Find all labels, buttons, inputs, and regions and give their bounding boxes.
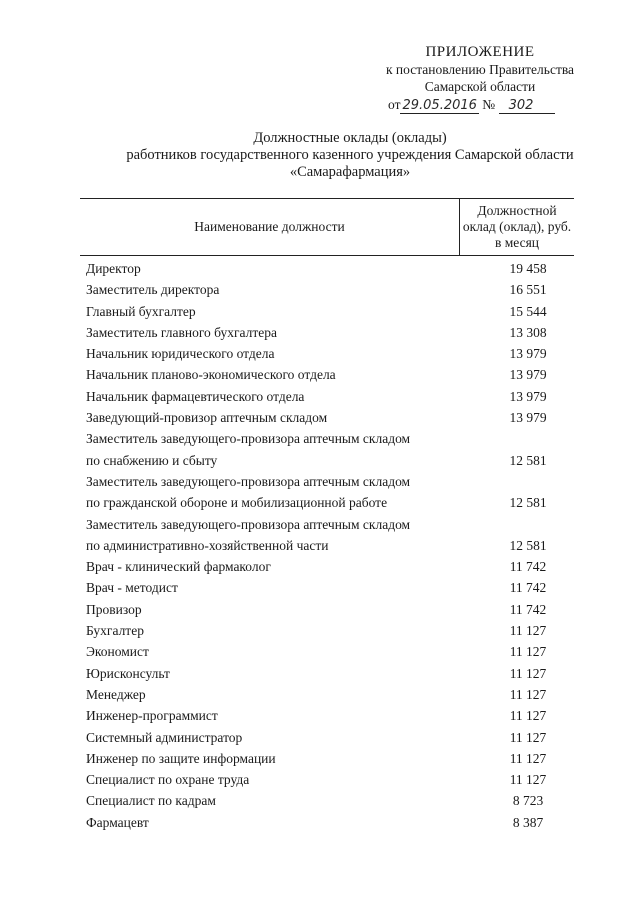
salary-value: 12 581 [509,537,547,553]
position-name: Заместитель заведующего-провизора аптечным складом по снабжению и сбыту [86,431,411,468]
title-line-2: работников государственного казенного учреждения Самарской области [126,147,574,163]
title-line-1: Должностные оклады (оклады) [253,130,447,146]
position-name: Инженер по защите информации [86,750,276,766]
salary-value: 8 387 [512,814,544,830]
appendix-line-2: Самарской области [424,79,536,94]
table-row [86,790,572,811]
salary-value: 13 979 [509,346,547,362]
table-row [86,705,572,726]
position-name: Врач - методист [86,580,178,596]
salary-value: 11 127 [509,708,547,724]
salary-value: 11 127 [509,665,547,681]
salary-table-body [86,258,572,833]
table-row [86,727,572,748]
salary-value: 13 979 [509,388,547,404]
resolution-date: 29.05.2016 [402,98,477,113]
position-name: Начальник фармацевтического отдела [86,388,305,404]
table-header [80,198,574,256]
salary-value: 15 544 [509,303,547,319]
header-salary: Должностной оклад (оклад), руб. в месяц [459,199,574,255]
table-row [86,641,572,662]
table-row [86,428,572,471]
table-row [86,258,572,279]
salary-value: 11 127 [509,623,547,639]
table-row [86,769,572,790]
table-row [86,748,572,769]
position-name: Врач - клинический фармаколог [86,559,271,575]
salary-value: 11 742 [509,559,547,575]
position-name: Специалист по охране труда [86,772,250,788]
salary-value: 13 979 [509,367,547,383]
position-name: Инженер-программист [86,708,218,724]
table-row [86,343,572,364]
position-name: Начальник планово-экономического отдела [86,367,336,383]
table-row [86,556,572,577]
table-row [86,301,572,322]
number-prefix: № [482,97,496,112]
appendix-line-1: к постановлению Правительства [385,62,575,77]
header-position-name: Наименование должности [194,219,345,234]
salary-value: 12 581 [509,495,547,511]
table-row [86,812,572,833]
salary-value: 8 723 [512,793,544,809]
position-name: Директор [86,261,141,276]
table-row [86,407,572,428]
position-name: Заместитель заведующего-провизора аптечным складом по гражданской обороне и мобилизационной работе [86,473,411,511]
salary-value: 11 127 [509,686,547,702]
position-name: Заместитель главного бухгалтера [86,324,278,340]
appendix-block [360,44,600,95]
date-prefix: от [388,97,401,112]
position-name: Экономист [86,644,149,660]
document-title [60,130,640,181]
position-name: Заведующий-провизор аптечным складом [86,410,328,426]
salary-value: 11 127 [509,729,547,745]
salary-value: 11 127 [509,750,547,766]
resolution-number: 302 [499,98,556,114]
table-row [86,322,572,343]
table-row [86,386,572,407]
table-row [86,364,572,385]
table-row [86,471,572,514]
table-row [86,620,572,641]
salary-value: 11 127 [509,772,547,788]
position-name: Специалист по кадрам [86,793,216,809]
salary-value: 13 308 [509,324,547,340]
table-row [86,599,572,620]
position-name: Бухгалтер [86,623,144,639]
position-name: Менеджер [86,686,146,702]
resolution-reference [388,97,555,114]
title-line-3: «Самарафармация» [289,164,411,180]
position-name: Провизор [86,601,142,617]
table-row [86,577,572,598]
salary-value: 16 551 [509,282,547,298]
position-name: Заместитель директора [86,282,220,298]
salary-value: 19 458 [509,261,547,276]
position-name: Главный бухгалтер [86,303,196,319]
position-name: Заместитель заведующего-провизора аптечным складом по административно-хозяйственной части [86,516,411,553]
table-row [86,684,572,705]
salary-value: 11 742 [509,580,547,596]
table-row [86,514,572,557]
salary-value: 11 742 [509,601,547,617]
salary-value: 13 979 [509,410,547,426]
salary-value: 12 581 [509,452,547,468]
appendix-heading: ПРИЛОЖЕНИЕ [425,44,535,60]
position-name: Фармацевт [86,814,149,830]
salary-value: 11 127 [509,644,547,660]
table-row [86,663,572,684]
position-name: Юрисконсульт [86,665,170,681]
position-name: Начальник юридического отдела [86,346,275,362]
table-row [86,279,572,300]
position-name: Системный администратор [86,729,243,745]
